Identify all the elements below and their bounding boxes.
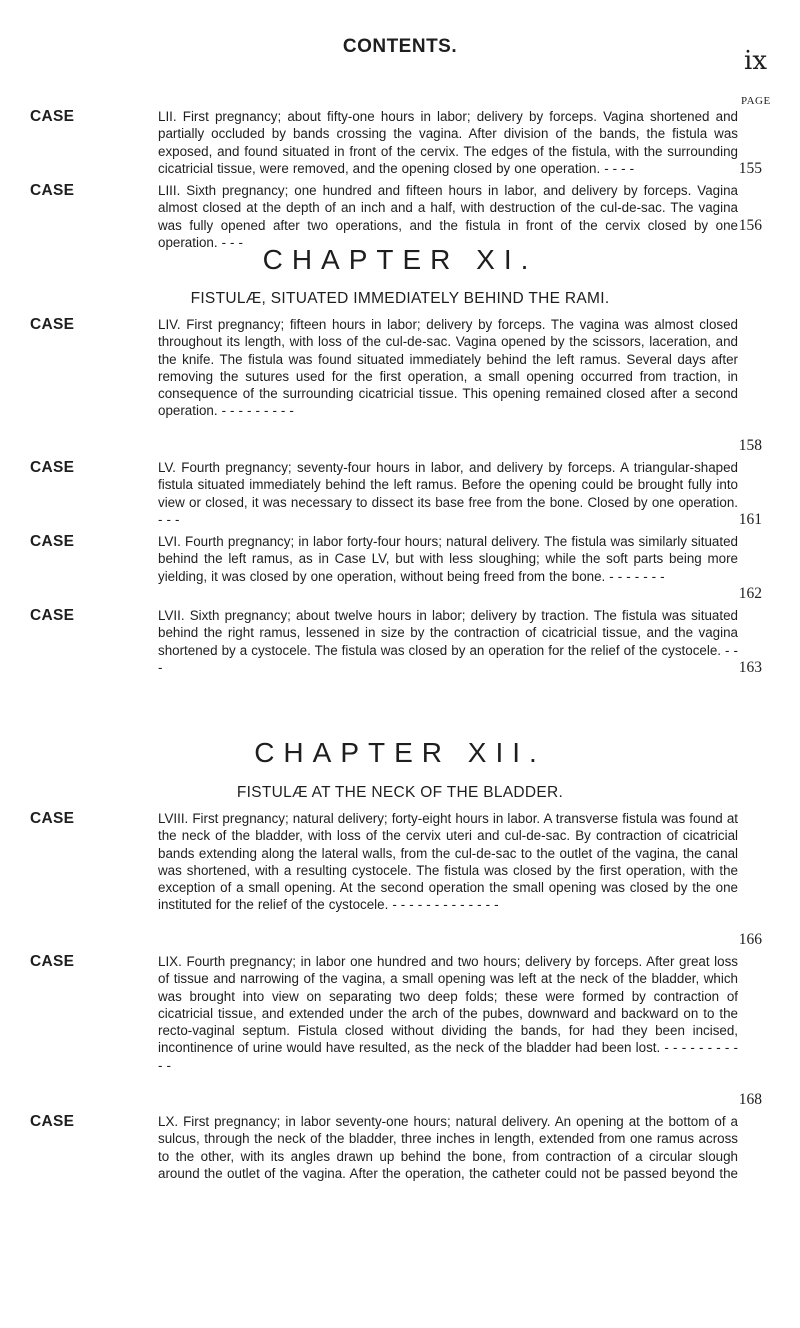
case-label: CASE (30, 459, 75, 476)
case-label: CASE (30, 182, 75, 199)
case-entry (30, 953, 762, 1108)
case-label: CASE (30, 607, 75, 624)
case-text: LVIII. First pregnancy; natural delivery; forty-eight hours in labor. A transverse fistula was found at the neck of the bladder, with loss of the cervix uteri and cul-de-sac. By contraction of cicatricial bands extending along the lateral walls, from the cul-de-sac to the outlet of the vagina, the canal was shortened, with a resulting cystocele. The fistula was closed by the first operation, with the exception of a small opening. At the second operation the small opening was closed by the one instituted for the relief of the cystocele. - - - - - - - - - - - - - (158, 811, 738, 913)
case-text: LV. Fourth pregnancy; seventy-four hours in labor, and delivery by forceps. A triangular-shaped fistula situated immediately behind the left ramus. Before the opening could be brought fully into view or closed, it was necessary to dissect its base free from the bone. Closed by one operation. - - - (158, 460, 738, 527)
page-column-label: PAGE (741, 95, 771, 107)
case-entry (30, 1113, 738, 1199)
page-header-title: CONTENTS. (342, 36, 458, 57)
case-page-number: 162 (738, 584, 762, 602)
case-text: LX. First pregnancy; in labor seventy-one hours; natural delivery. An opening at the bottom of a sulcus, through the neck of the bladder, three inches in length, extended from one ramus across to the other, with its angles drawn up behind the bone, from contraction of a circular slough around the outlet of the vagina. After the operation, the catheter could not be passed beyond the (158, 1114, 738, 1181)
chapter-xi-subtitle: FISTULÆ, SITUATED IMMEDIATELY BEHIND THE RAMI. (190, 290, 610, 307)
case-text: LII. First pregnancy; about fifty-one hours in labor; delivery by forceps. Vagina shortened and partially occluded by bands crossing the vagina. After division of the bands, the fistula was exposed, and found situated in front of the cervix. The edges of the fistula, with the surrounding cicatricial tissue, were removed, and the opening closed by one operation. - - - - (158, 109, 738, 176)
case-text: LIII. Sixth pregnancy; one hundred and fifteen hours in labor, and delivery by forceps. Vagina almost closed at the depth of an inch and a half, with destruction of the cul-de-sac. The vagina was fully opened after two operations, and the fistula in front of the cervix closed by one operation. - - - (158, 183, 738, 250)
case-entry (30, 316, 762, 454)
case-page-number: 168 (738, 1090, 762, 1108)
entries-before-chapter-xi (0, 108, 800, 250)
case-text: LVI. Fourth pregnancy; in labor forty-four hours; natural delivery. The fistula was similarly situated behind the left ramus, as in Case LV, but with less sloughing; while the soft parts being more yielding, it was closed by one operation, without being freed from the bone. - - - - - - - (158, 534, 738, 584)
chapter-xi-heading: CHAPTER XI. (262, 244, 538, 275)
case-entry (30, 182, 762, 250)
case-page-number: 158 (738, 436, 762, 454)
case-page-number: 161 (738, 510, 762, 528)
chapter-xii-subtitle: FISTULÆ AT THE NECK OF THE BLADDER. (236, 784, 564, 801)
case-entry (30, 607, 762, 676)
case-label: CASE (30, 108, 75, 125)
case-text: LIV. First pregnancy; fifteen hours in labor; delivery by forceps. The vagina was almost closed throughout its length, with loss of the cul-de-sac. Vagina opened by the scissors, laceration, and the knife. The fistula was found situated immediately behind the left ramus. Several days after removing the sutures used for the first operation, a small opening occurred from traction, in consequence of the surrounding cicatricial tissue. This opening remained closed after a second operation. - - - - - - - - - (158, 317, 738, 419)
case-label: CASE (30, 533, 75, 550)
chapter-xii-heading: CHAPTER XII. (254, 737, 546, 768)
case-page-number: 163 (738, 658, 762, 676)
case-entry (30, 108, 762, 177)
case-label: CASE (30, 316, 75, 333)
chapter-xi-entries (0, 316, 800, 676)
case-label: CASE (30, 810, 75, 827)
case-page-number: 155 (738, 159, 762, 177)
case-label: CASE (30, 953, 75, 970)
case-entry (30, 459, 762, 528)
case-entry (30, 810, 762, 948)
case-page-number: 166 (738, 930, 762, 948)
case-label: CASE (30, 1113, 75, 1130)
page-number: ix (744, 46, 767, 76)
case-text: LVII. Sixth pregnancy; about twelve hours in labor; delivery by traction. The fistula was situated behind the right ramus, lessened in size by the contraction of cicatricial tissue, and the vagina shortened by a cystocele. The fistula was closed by an operation for the relief of the cystocele. - - - (158, 608, 738, 675)
case-page-number: 156 (738, 216, 762, 234)
case-text: LIX. Fourth pregnancy; in labor one hundred and two hours; delivery by forceps. After great loss of tissue and narrowing of the vagina, a small opening was left at the neck of the bladder, which was brought into view on separating two deep folds; these were formed by contraction of cicatricial tissue, and extended under the arch of the pubes, downward and backward on to the recto-vaginal septum. Fistula closed without dividing the bands, for had they been incised, incontinence of urine would have resulted, as the neck of the bladder had been lost. - - - - - - - - - - - (158, 954, 738, 1073)
case-entry (30, 533, 762, 602)
chapter-xii-entries (0, 810, 800, 1199)
